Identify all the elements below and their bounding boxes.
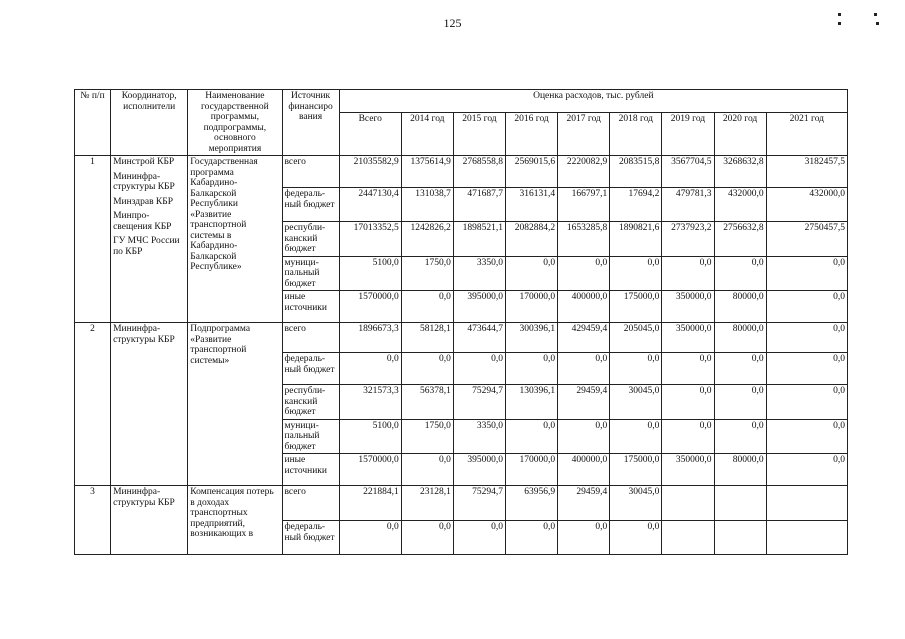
amount-cell: 3182457,5 [766,156,847,188]
funding-source: иные источники [282,454,339,486]
header-estimate: Оценка расходов, тыс. рублей [339,90,847,113]
amount-cell: 1653285,8 [558,222,610,257]
amount-cell: 21035582,9 [339,156,401,188]
header-program: Наименование государственной программы, подпрограммы, основного мероприятия [188,90,282,156]
amount-cell: 0,0 [766,419,847,454]
coordinator-cell [111,156,188,323]
amount-cell: 170000,0 [506,291,558,323]
row-number: 2 [75,323,111,486]
amount-cell: 0,0 [558,353,610,385]
scan-mark [874,13,877,16]
funding-source: всего [282,486,339,521]
amount-cell: 0,0 [453,521,505,555]
header-source: Источник финансиро вания [282,90,339,156]
amount-cell: 0,0 [339,353,401,385]
amount-cell [662,486,714,521]
amount-cell: 0,0 [506,521,558,555]
amount-cell: 395000,0 [453,291,505,323]
amount-cell: 471687,7 [453,188,505,222]
program-name: Компенсация потерь в доходах транспортных предприятий, возникающих в [188,486,282,555]
amount-cell [662,521,714,555]
coordinator-name: Минстрой КБР [113,157,175,167]
amount-cell: 221884,1 [339,486,401,521]
amount-cell: 23128,1 [401,486,453,521]
amount-cell: 1570000,0 [339,291,401,323]
header-year: 2018 год [610,113,662,156]
amount-cell: 432000,0 [714,188,766,222]
funding-source: федераль-ный бюджет [282,353,339,385]
funding-source: федераль-ный бюджет [282,521,339,555]
page-number: 125 [443,16,462,30]
amount-cell: 0,0 [558,521,610,555]
coordinator-cell [111,486,188,555]
amount-cell: 321573,3 [339,385,401,420]
amount-cell: 2768558,8 [453,156,505,188]
program-name: Государственная программа Кабардино-Балкарской Республики «Развитие транспортной системы в Кабардино-Балкарской Республике» [188,156,282,323]
amount-cell: 17694,2 [610,188,662,222]
row-number: 3 [75,486,111,555]
amount-cell [766,486,847,521]
amount-cell: 63956,9 [506,486,558,521]
amount-cell: 80000,0 [714,323,766,353]
amount-cell: 432000,0 [766,188,847,222]
amount-cell: 2082884,2 [506,222,558,257]
amount-cell: 1890821,6 [610,222,662,257]
amount-cell: 2447130,4 [339,188,401,222]
amount-cell: 350000,0 [662,323,714,353]
amount-cell: 1242826,2 [401,222,453,257]
amount-cell: 0,0 [766,323,847,353]
amount-cell: 0,0 [662,256,714,291]
header-year: 2016 год [506,113,558,156]
amount-cell: 3567704,5 [662,156,714,188]
funding-source: муници-пальный бюджет [282,419,339,454]
header-year: 2019 год [662,113,714,156]
amount-cell: 2083515,8 [610,156,662,188]
amount-cell: 300396,1 [506,323,558,353]
amount-cell: 0,0 [662,353,714,385]
coordinator-name: Минпро-свещения КБР [113,211,172,232]
scan-mark [838,13,841,16]
amount-cell: 395000,0 [453,454,505,486]
amount-cell: 0,0 [401,291,453,323]
amount-cell: 80000,0 [714,291,766,323]
amount-cell: 2750457,5 [766,222,847,257]
amount-cell: 30045,0 [610,385,662,420]
amount-cell: 1896673,3 [339,323,401,353]
amount-cell: 1750,0 [401,419,453,454]
amount-cell: 0,0 [339,521,401,555]
amount-cell: 5100,0 [339,419,401,454]
coordinator-name: Минздрав КБР [113,196,174,207]
amount-cell: 350000,0 [662,291,714,323]
amount-cell: 0,0 [662,385,714,420]
amount-cell: 58128,1 [401,323,453,353]
table-row [75,156,848,188]
coordinator-name: Мининфра-структуры КБР [113,487,175,508]
amount-cell: 166797,1 [558,188,610,222]
funding-source: республи-канский бюджет [282,385,339,420]
amount-cell: 0,0 [401,521,453,555]
amount-cell: 75294,7 [453,385,505,420]
amount-cell: 0,0 [506,256,558,291]
amount-cell: 2737923,2 [662,222,714,257]
amount-cell: 30045,0 [610,486,662,521]
amount-cell: 0,0 [506,353,558,385]
amount-cell: 0,0 [610,521,662,555]
amount-cell: 479781,3 [662,188,714,222]
scan-mark [876,22,879,25]
amount-cell: 5100,0 [339,256,401,291]
amount-cell: 3350,0 [453,419,505,454]
amount-cell: 2220082,9 [558,156,610,188]
amount-cell: 17013352,5 [339,222,401,257]
table-row [75,323,848,353]
amount-cell: 0,0 [766,256,847,291]
amount-cell: 0,0 [453,353,505,385]
amount-cell: 175000,0 [610,291,662,323]
amount-cell: 350000,0 [662,454,714,486]
amount-cell: 80000,0 [714,454,766,486]
header-num: № п/п [75,90,111,156]
amount-cell: 0,0 [662,419,714,454]
funding-source: муници-пальный бюджет [282,256,339,291]
amount-cell: 0,0 [558,419,610,454]
amount-cell: 175000,0 [610,454,662,486]
scan-mark [838,22,841,25]
amount-cell: 29459,4 [558,486,610,521]
header-year: 2021 год [766,113,847,156]
table-row [75,486,848,521]
amount-cell [766,521,847,555]
amount-cell: 0,0 [714,353,766,385]
budget-table [74,89,848,555]
funding-source: всего [282,323,339,353]
amount-cell: 1898521,1 [453,222,505,257]
amount-cell: 0,0 [558,256,610,291]
amount-cell: 1570000,0 [339,454,401,486]
amount-cell: 0,0 [610,419,662,454]
amount-cell: 400000,0 [558,454,610,486]
coordinator-name: ГУ МЧС России по КБР [113,236,180,257]
header-year: 2015 год [453,113,505,156]
amount-cell: 429459,4 [558,323,610,353]
amount-cell: 56378,1 [401,385,453,420]
header-year: 2017 год [558,113,610,156]
amount-cell: 0,0 [714,419,766,454]
amount-cell: 1375614,9 [401,156,453,188]
amount-cell: 130396,1 [506,385,558,420]
funding-source: республи-канский бюджет [282,222,339,257]
amount-cell: 2569015,6 [506,156,558,188]
amount-cell: 170000,0 [506,454,558,486]
header-year: Всего [339,113,401,156]
amount-cell [714,486,766,521]
header-coordinator: Координатор, исполнители [111,90,188,156]
amount-cell: 473644,7 [453,323,505,353]
row-number: 1 [75,156,111,323]
amount-cell: 0,0 [610,256,662,291]
amount-cell: 0,0 [610,353,662,385]
amount-cell: 0,0 [714,256,766,291]
funding-source: федераль-ный бюджет [282,188,339,222]
amount-cell: 205045,0 [610,323,662,353]
amount-cell [714,521,766,555]
amount-cell: 75294,7 [453,486,505,521]
funding-source: всего [282,156,339,188]
amount-cell: 0,0 [766,454,847,486]
coordinator-name: Мининфра-структуры КБР [113,324,175,345]
header-row [75,90,848,113]
coordinator-cell [111,323,188,486]
amount-cell: 400000,0 [558,291,610,323]
amount-cell: 131038,7 [401,188,453,222]
coordinator-name: Мининфра-структуры КБР [113,171,175,192]
amount-cell: 316131,4 [506,188,558,222]
header-year: 2020 год [714,113,766,156]
amount-cell: 0,0 [766,353,847,385]
header-year: 2014 год [401,113,453,156]
amount-cell: 3268632,8 [714,156,766,188]
amount-cell: 0,0 [401,454,453,486]
amount-cell: 0,0 [506,419,558,454]
amount-cell: 0,0 [766,291,847,323]
amount-cell: 29459,4 [558,385,610,420]
amount-cell: 0,0 [766,385,847,420]
funding-source: иные источники [282,291,339,323]
program-name: Подпрограмма «Развитие транспортной системы» [188,323,282,486]
amount-cell: 0,0 [714,385,766,420]
amount-cell: 3350,0 [453,256,505,291]
amount-cell: 2756632,8 [714,222,766,257]
amount-cell: 1750,0 [401,256,453,291]
amount-cell: 0,0 [401,353,453,385]
